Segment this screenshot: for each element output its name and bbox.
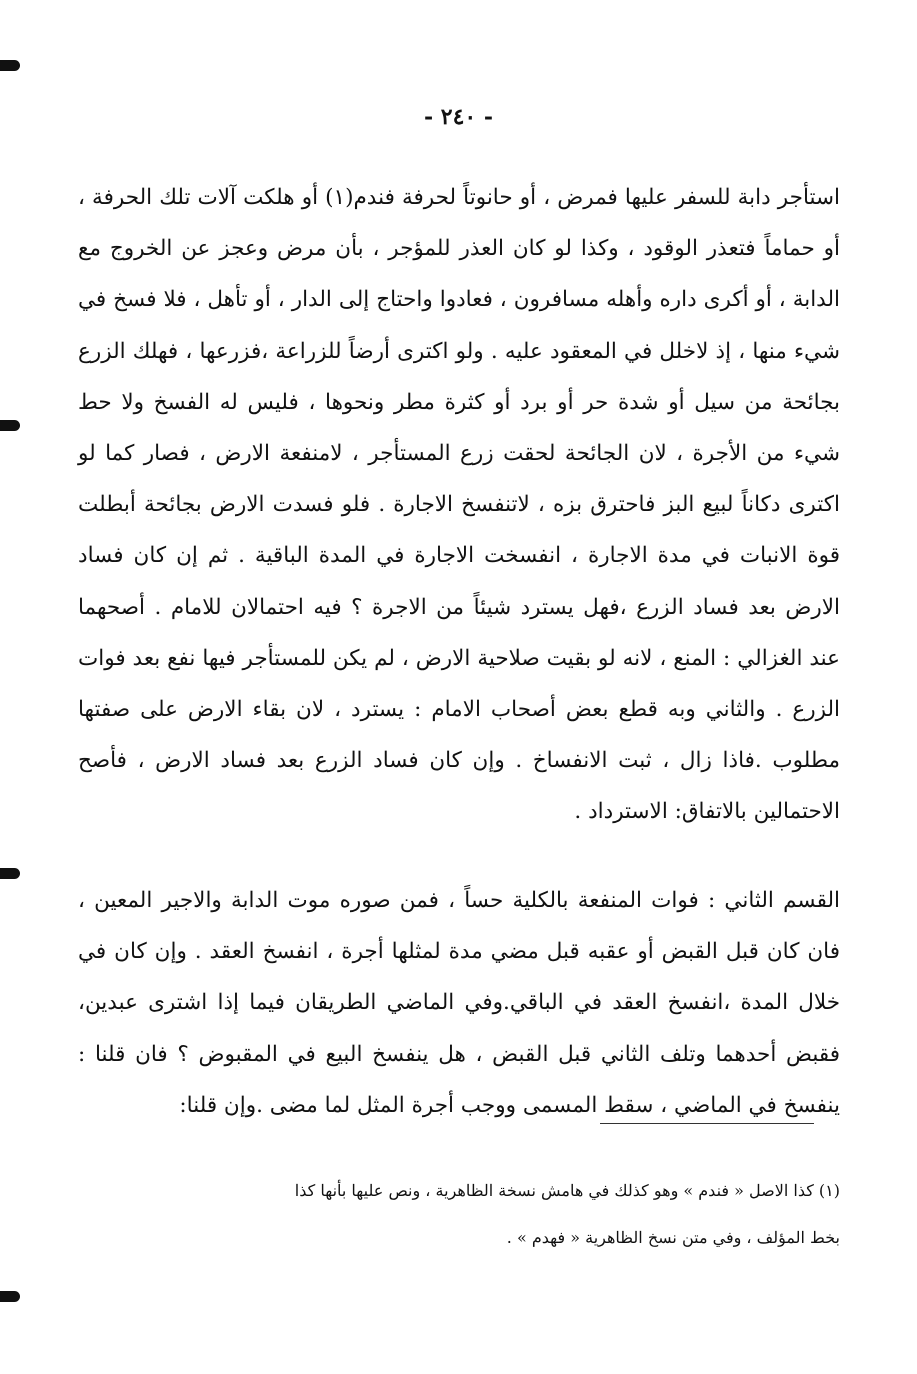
paragraph-text: استأجر دابة للسفر عليها فمرض ، أو حانوتاً لحرفة فندم(١) أو هلكت آلات تلك الحرفة ، أو حماماً فتعذر الوقود ، وكذا لو كان العذر للمؤجر ، بأن مرض وعجز عن الخروج مع الدابة ، أو أكرى داره وأهله مسافرون ، فعادوا واحتاج إلى الدار ، أو تأهل ، فلا فسخ في شيء منها ، إذ لاخلل في المعقود عليه . ولو اكترى أرضاً للزراعة ،فزرعها ، فهلك الزرع بجائحة من سيل أو شدة حر أو برد أو كثرة مطر ونحوها ، فليس له الفسخ ولا حط شيء من الأجرة ، لان الجائحة لحقت زرع المستأجر ، لامنفعة الارض ، فصار كما لو اكترى دكاناً لبيع البز فاحترق بزه ، لاتنفسخ الاجارة . فلو فسدت الارض بجائحة أبطلت قوة الانبات في مدة الاجارة ، انفسخت الاجارة في المدة الباقية . ثم إن كان فساد الارض بعد فساد الزرع ،فهل يسترد شيئاً من الاجرة ؟ فيه احتمالان للامام . أصحهما عند الغزالي : المنع ، لانه لو بقيت صلاحية الارض ، لم يكن للمستأجر فيها نفع بعد فوات الزرع . والثاني وبه قطع بعض أصحاب الامام : يسترد ، لان بقاء الارض على صفتها مطلوب .فاذا زال ، ثبت الانفساخ . وإن كان فساد الزرع بعد فساد الارض ، فأصح الاحتمالين بالاتفاق: الاسترداد . — [78, 185, 840, 825]
body-paragraph-2 — [78, 875, 840, 1131]
scan-edge-mark — [0, 60, 20, 71]
body-paragraph-1 — [78, 172, 840, 838]
footnote-divider — [600, 1123, 814, 1124]
paragraph-text: القسم الثاني : فوات المنفعة بالكلية حساً ، فمن صوره موت الدابة والاجير المعين ، فان كان قبل القبض أو عقبه قبل مضي مدة لمثلها أجرة ، انفسخ العقد . وإن كان في خلال المدة ،انفسخ العقد في الباقي.وفي الماضي الطريقان فيما إذا اشترى عبدين، فقبض أحدهما وتلف الثاني قبل القبض ، هل ينفسخ البيع في المقبوض ؟ فان قلنا : ينفسخ في الماضي ، سقط المسمى ووجب أجرة المثل لما مضى .وإن قلنا: — [78, 888, 840, 1118]
scan-edge-mark — [0, 420, 20, 431]
scan-edge-mark — [0, 1291, 20, 1302]
footnote-line: (١) كذا الاصل « فندم » وهو كذلك في هامش نسخة الظاهرية ، ونص عليها بأنها كذا — [294, 1181, 840, 1200]
page-number: - ٢٤٠ - — [423, 104, 494, 130]
footnote-line: بخط المؤلف ، وفي متن نسخ الظاهرية « فهدم » . — [506, 1228, 840, 1247]
footnotes — [78, 1167, 840, 1261]
scan-edge-mark — [0, 868, 20, 879]
